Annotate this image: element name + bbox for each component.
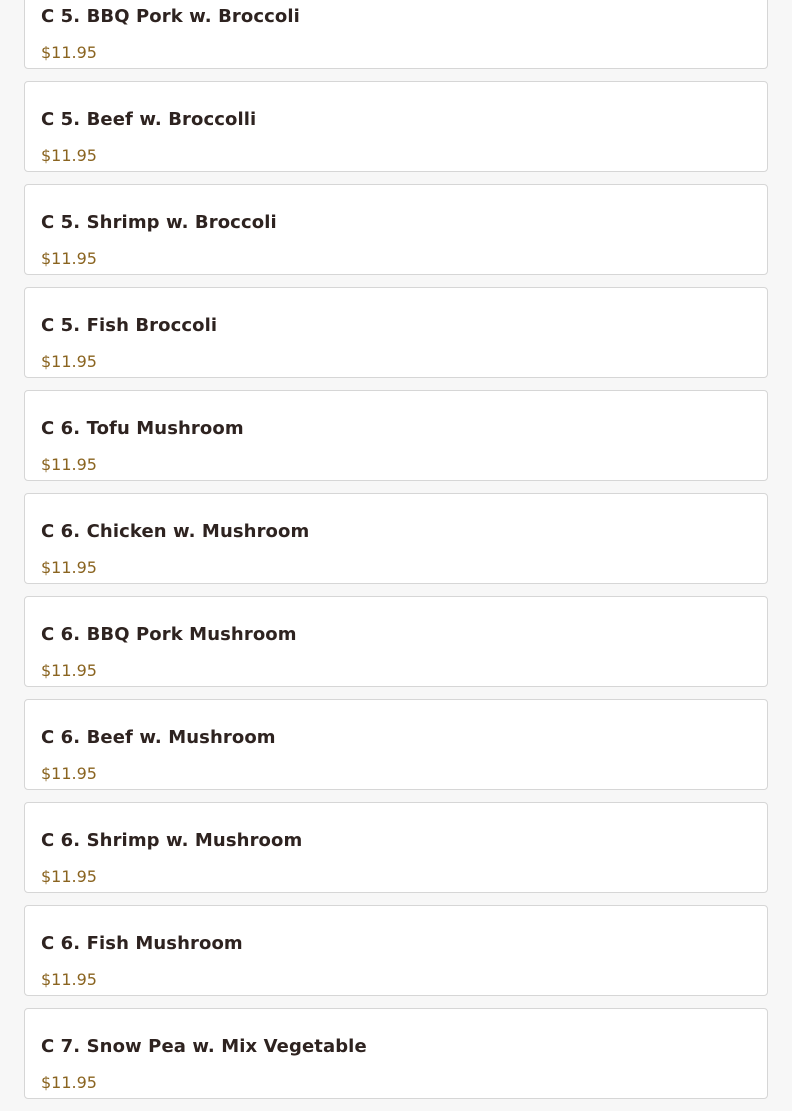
menu-item-card[interactable] [24, 493, 768, 584]
menu-item-card[interactable] [24, 1008, 768, 1099]
menu-item-name: C 7. Snow Pea w. Mix Vegetable [41, 1036, 367, 1057]
menu-item-price: $11.95 [41, 867, 97, 886]
menu-item-price: $11.95 [41, 146, 97, 165]
menu-item-price: $11.95 [41, 970, 97, 989]
menu-item-price: $11.95 [41, 455, 97, 474]
menu-item-card[interactable] [24, 390, 768, 481]
menu-item-price: $11.95 [41, 661, 97, 680]
menu-item-price: $11.95 [41, 764, 97, 783]
menu-item-card[interactable] [24, 81, 768, 172]
menu-item-card[interactable] [24, 699, 768, 790]
menu-item-card[interactable] [24, 905, 768, 996]
menu-item-price: $11.95 [41, 1073, 97, 1092]
menu-item-card[interactable] [24, 596, 768, 687]
menu-item-card[interactable] [24, 184, 768, 275]
menu-item-name: C 5. Beef w. Broccolli [41, 109, 257, 130]
menu-item-name: C 5. Fish Broccoli [41, 315, 218, 336]
menu-item-name: C 6. Shrimp w. Mushroom [41, 830, 303, 851]
menu-item-name: C 6. Beef w. Mushroom [41, 727, 276, 748]
menu-item-name: C 6. BBQ Pork Mushroom [41, 624, 297, 645]
menu-item-price: $11.95 [41, 558, 97, 577]
menu-item-card[interactable] [24, 287, 768, 378]
menu-item-card[interactable] [24, 802, 768, 893]
menu-item-name: C 6. Fish Mushroom [41, 933, 243, 954]
menu-item-name: C 5. BBQ Pork w. Broccoli [41, 6, 300, 27]
menu-item-card[interactable] [24, 0, 768, 69]
menu-item-price: $11.95 [41, 43, 97, 62]
menu-item-list [24, 0, 768, 1111]
menu-item-price: $11.95 [41, 352, 97, 371]
menu-item-price: $11.95 [41, 249, 97, 268]
menu-item-name: C 5. Shrimp w. Broccoli [41, 212, 277, 233]
menu-item-name: C 6. Chicken w. Mushroom [41, 521, 310, 542]
menu-item-name: C 6. Tofu Mushroom [41, 418, 244, 439]
